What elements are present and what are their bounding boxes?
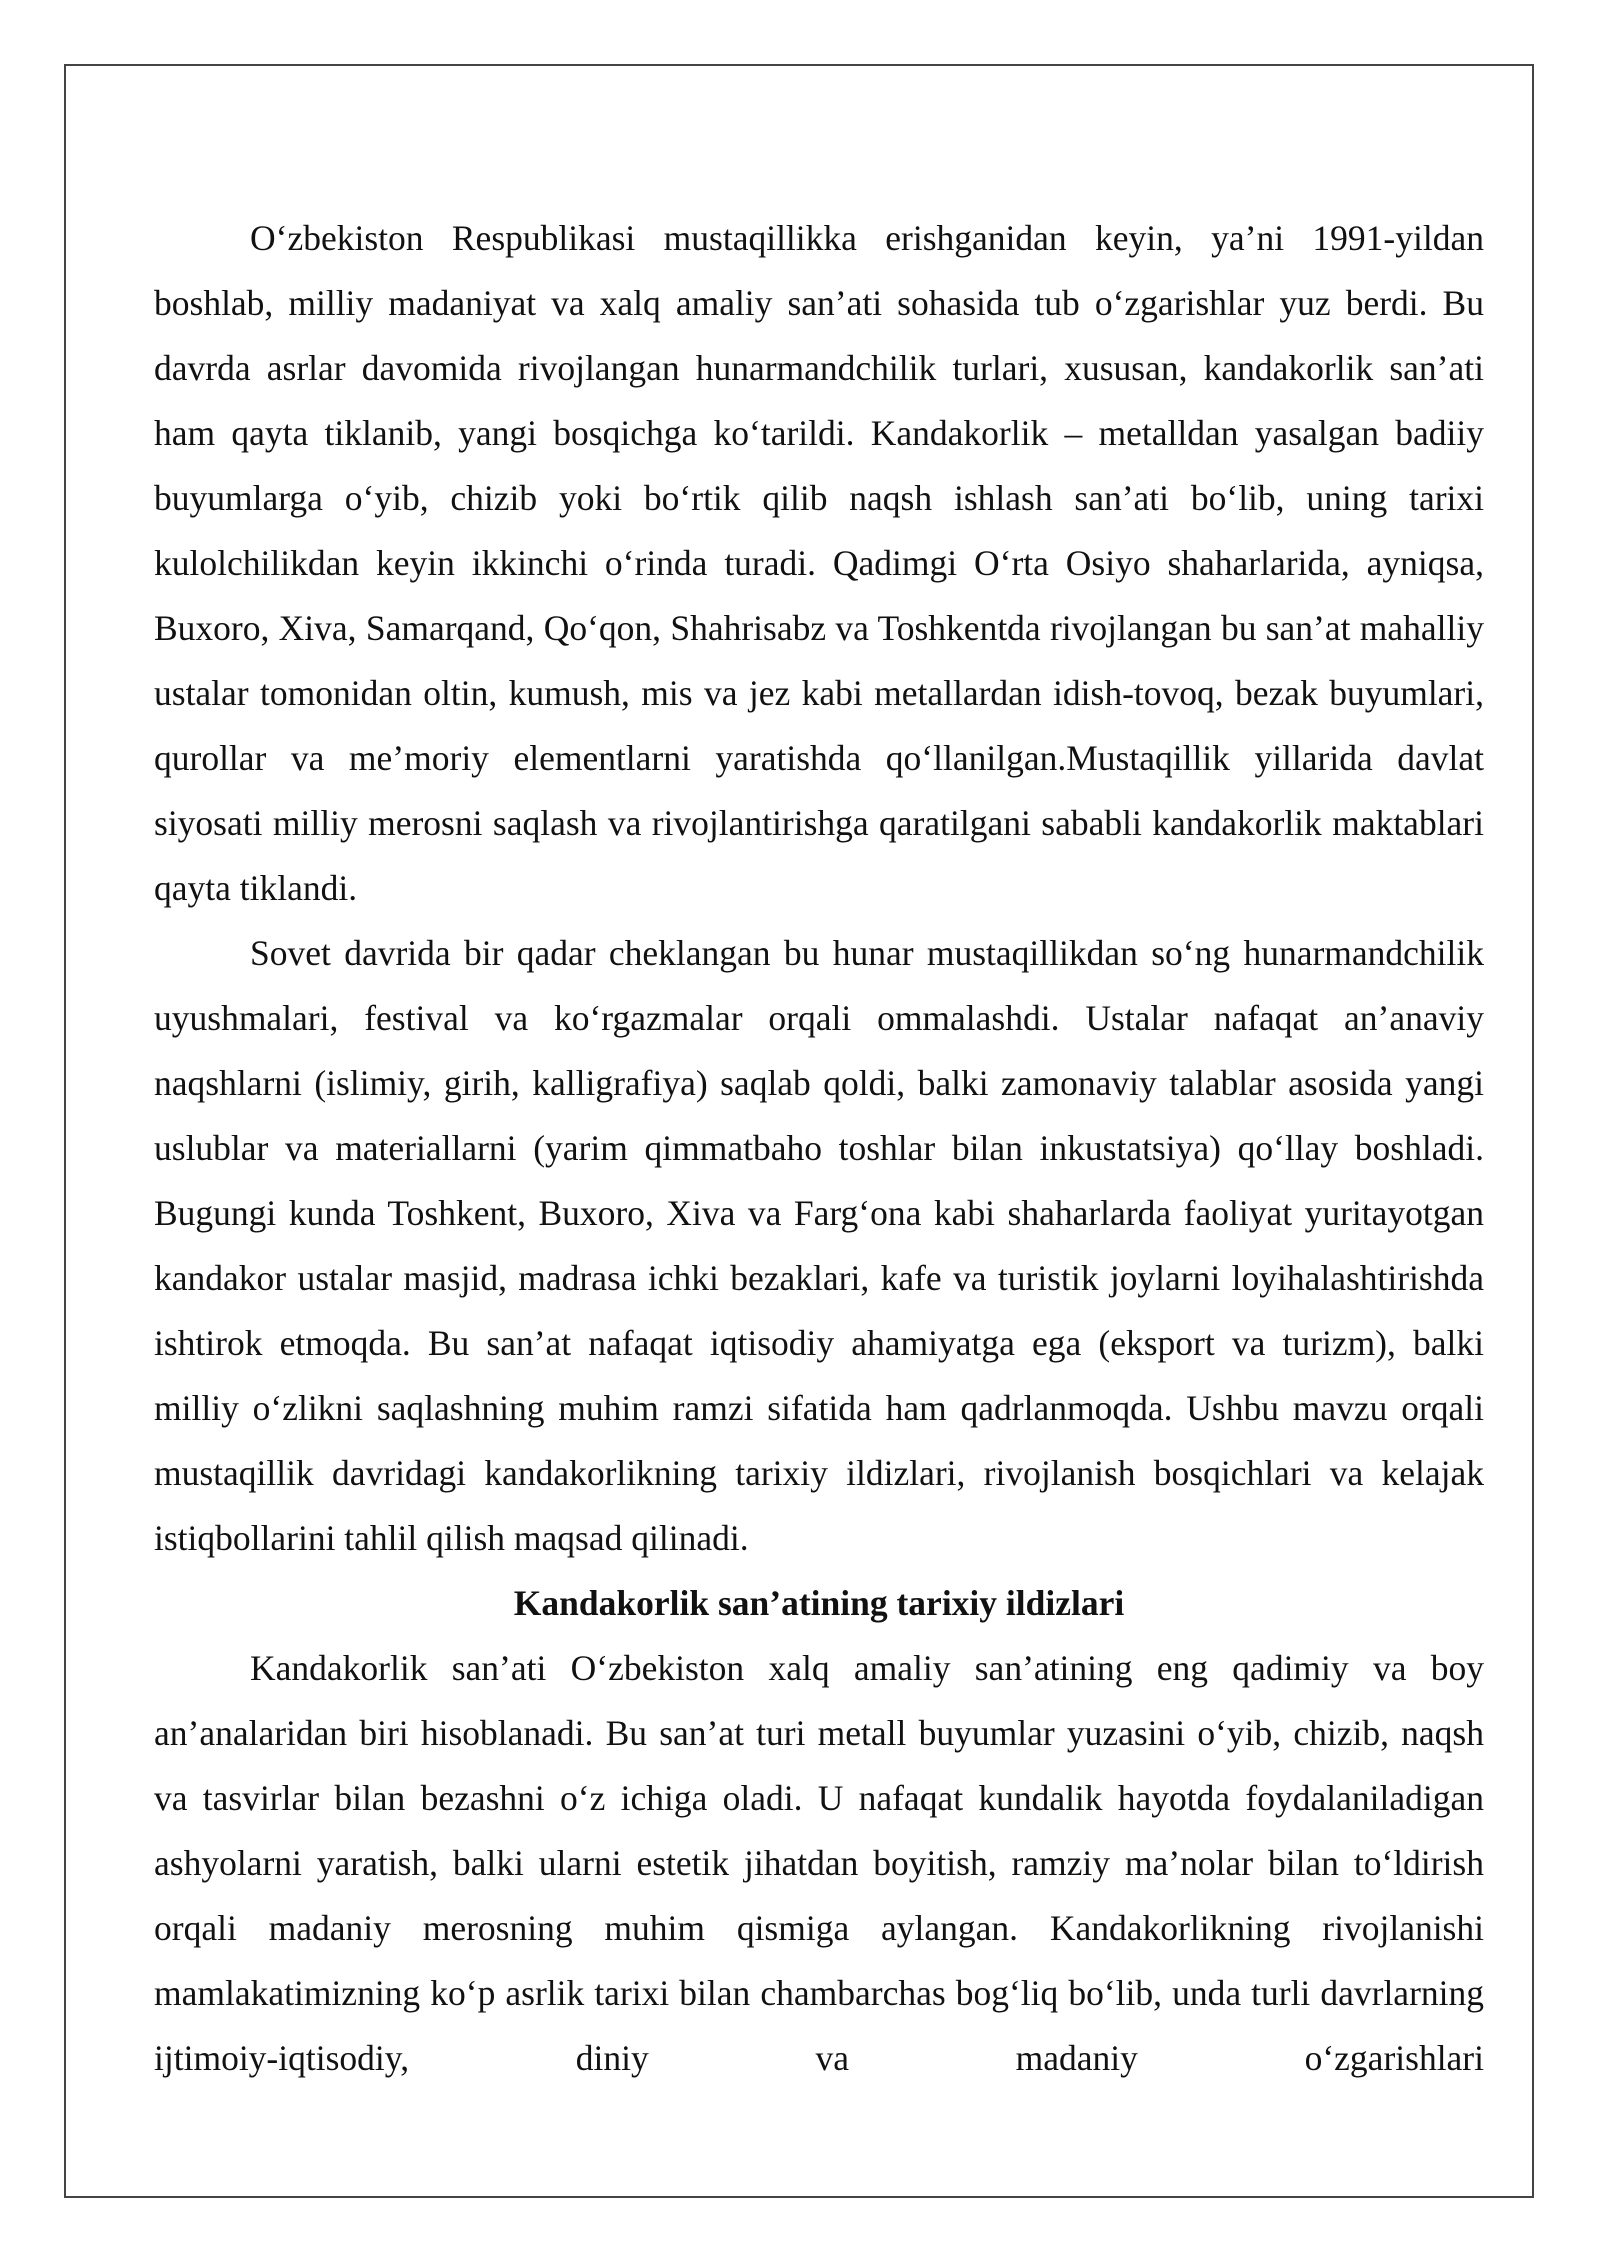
paragraph-intro: O‘zbekiston Respublikasi mustaqillikka erishganidan keyin, ya’ni 1991-yildan boshlab, milliy madaniyat va xalq amaliy san’ati sohasida tub o‘zgarishlar yuz berdi. Bu davrda asrlar davomida rivojlangan hunarmandchilik turlari, xususan, kandakorlik san’ati ham qayta tiklanib, yangi bosqichga ko‘tarildi. Kandakorlik – metalldan yasalgan badiiy buyumlarga o‘yib, chizib yoki bo‘rtik qilib naqsh ishlash san’ati bo‘lib, uning tarixi kulolchilikdan keyin ikkinchi o‘rinda turadi. Qadimgi O‘rta Osiyo shaharlarida, ayniqsa, Buxoro, Xiva, Samarqand, Qo‘qon, Shahrisabz va Toshkentda rivojlangan bu san’at mahalliy ustalar tomonidan oltin, kumush, mis va jez kabi metallardan idish-tovoq, bezak buyumlari, qurollar va me’moriy elementlarni yaratishda qo‘llanilgan.Mustaqillik yillarida davlat siyosati milliy merosni saqlash va rivojlantirishga qaratilgani sababli kandakorlik maktablari qayta tiklandi. bbox=[154, 218, 1484, 908]
paragraph-soviet-period: Sovet davrida bir qadar cheklangan bu hunar mustaqillikdan so‘ng hunarmandchilik uyushmalari, festival va ko‘rgazmalar orqali ommalashdi. Ustalar nafaqat an’anaviy naqshlarni (islimiy, girih, kalligrafiya) saqlab qoldi, balki zamonaviy talablar asosida yangi uslublar va materiallarni (yarim qimmatbaho toshlar bilan inkustatsiya) qo‘llay boshladi. Bugungi kunda Toshkent, Buxoro, Xiva va Farg‘ona kabi shaharlarda faoliyat yuritayotgan kandakor ustalar masjid, madrasa ichki bezaklari, kafe va turistik joylarni loyihalashtirishda ishtirok etmoqda. Bu san’at nafaqat iqtisodiy ahamiyatga ega (eksport va turizm), balki milliy o‘zlikni saqlashning muhim ramzi sifatida ham qadrlanmoqda. Ushbu mavzu orqali mustaqillik davridagi kandakorlikning tarixiy ildizlari, rivojlanish bosqichlari va kelajak istiqbollarini tahlil qilish maqsad qilinadi. bbox=[154, 933, 1484, 1558]
section-heading: Kandakorlik san’atining tarixiy ildizlari bbox=[513, 1583, 1125, 1623]
document-page bbox=[64, 64, 1534, 2198]
document-body bbox=[154, 206, 1484, 2091]
paragraph-history: Kandakorlik san’ati O‘zbekiston xalq amaliy san’atining eng qadimiy va boy an’analaridan biri hisoblanadi. Bu san’at turi metall buyumlar yuzasini o‘yib, chizib, naqsh va tasvirlar bilan bezashni o‘z ichiga oladi. U nafaqat kundalik hayotda foydalaniladigan ashyolarni yaratish, balki ularni estetik jihatdan boyitish, ramziy ma’nolar bilan to‘ldirish orqali madaniy merosning muhim qismiga aylangan. Kandakorlikning rivojlanishi mamlakatimizning ko‘p asrlik tarixi bilan chambarchas bog‘liq bo‘lib, unda turli davrlarning ijtimoiy-iqtisodiy, diniy va madaniy o‘zgarishlari bbox=[154, 1648, 1484, 2078]
